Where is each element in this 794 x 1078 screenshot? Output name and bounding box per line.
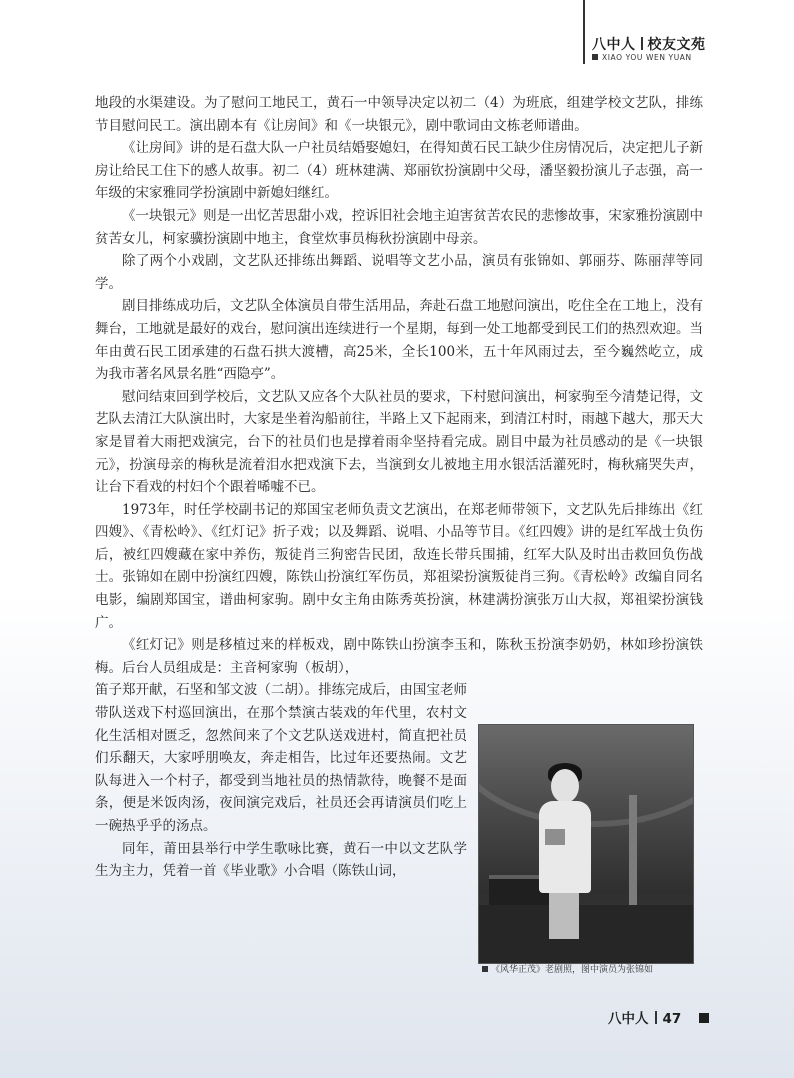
page-number: 47: [662, 1011, 682, 1027]
stage-prop: [629, 795, 637, 915]
square-bullet-icon: [482, 966, 488, 972]
performer-head: [551, 769, 579, 803]
section-title: 八中人: [592, 37, 636, 53]
section-subtitle-en: XIAO YOU WEN YUAN: [602, 53, 692, 62]
article-paragraph: 《红灯记》则是移植过来的样板戏，剧中陈铁山扮演李玉和，陈秋玉扮演李奶奶，林如珍扮演铁梅。后台人员组成是：主音柯家驹（板胡），: [95, 637, 703, 676]
square-bullet-icon: [592, 54, 598, 60]
article-paragraph: 《让房间》讲的是石盘大队一户社员结婚娶媳妇，在得知黄石民工缺少住房情况后，决定把儿子新房让给民工住下的感人故事。初二（4）班林建满、郑丽钦扮演剧中父母，潘坚毅扮演儿子志强，高一年级的宋家雅同学扮演剧中新媳妇继红。: [95, 140, 703, 202]
section-header: [592, 34, 706, 54]
photo-caption-text: 《风华正茂》老剧照，图中演员为张锦如: [491, 965, 654, 975]
stage-floor: [479, 905, 693, 963]
article-paragraph: 笛子郑开献，石坚和邹文波（二胡）。排练完成后，由国宝老师带队送戏下村巡回演出，在那个禁演古装戏的年代里，农村文化生活相对匮乏，忽然间来了个文艺队送戏进村，简直把社员们乐翻天，大家呼朋唤友，奔走相告，比过年还要热闹。文艺队每进入一个村子，都受到当地社员的热情款待，晚餐不是面条，便是米饭肉汤，夜间演完戏后，社员还会再请演员们吃上一碗热乎乎的汤点。: [95, 682, 467, 834]
article-paragraph: 同年，莆田县举行中学生歌咏比赛，黄石一中以文艺队学生为主力，凭着一首《毕业歌》小合唱（陈铁山词，: [95, 840, 467, 880]
performer-legs: [549, 893, 579, 939]
square-end-icon: [699, 1013, 709, 1023]
section-header-en: [592, 53, 692, 62]
article-paragraph: 除了两个小戏剧，文艺队还排练出舞蹈、说唱等文艺小品，演员有张锦如、郭丽芬、陈丽萍等同学。: [95, 253, 703, 292]
performer-body: [539, 801, 591, 893]
header-separator: [641, 37, 643, 50]
header-divider-line: [583, 0, 585, 64]
footer-section-title: 八中人: [608, 1011, 649, 1027]
article-paragraph: 剧目排练成功后，文艺队全体演员自带生活用品，奔赴石盘工地慰问演出，吃住全在工地上，没有舞台，工地就是最好的戏台，慰问演出连续进行一个星期，每到一处工地都受到民工们的热烈欢迎。当年由黄石民工团承建的石盘石拱大渡槽，高25米，全长100米，五十年风雨过去，至今巍然屹立，成为我市著名风景名胜“西隐亭”。: [95, 298, 703, 383]
article-paragraph: 1973年，时任学校副书记的郑国宝老师负责文艺演出，在郑老师带领下，文艺队先后排练出《红四嫂》、《青松岭》、《红灯记》折子戏；以及舞蹈、说唱、小品等节目。《红四嫂》讲的是红军战士负伤后，被红四嫂藏在家中养伤，叛徒肖三狗密告民团，敌连长带兵围捕，红军大队及时出击救回负伤战士。张锦如在剧中扮演红四嫂，陈铁山扮演红军伤员，郑祖梁扮演叛徒肖三狗。《青松岭》改编自同名电影，编剧郑国宝，谱曲柯家驹。剧中女主角由陈秀英扮演，林建满扮演张万山大叔，郑祖梁扮演钱广。: [95, 501, 703, 631]
article-paragraph: 慰问结束回到学校后，文艺队又应各个大队社员的要求，下村慰问演出，柯家驹至今清楚记得，文艺队去清江大队演出时，大家是坐着沟船前往，半路上又下起雨来，到清江村时，雨越下越大，那天大家是冒着大雨把戏演完，台下的社员们也是撑着雨伞坚持看完成。剧目中最为社员感动的是《一块银元》，扮演母亲的梅秋是流着泪水把戏演下去，当演到女儿被地主用水银活活灌死时，梅秋痛哭失声，让台下看戏的村妇个个跟着唏嘘不已。: [95, 388, 703, 496]
performer-book: [545, 829, 565, 845]
section-subtitle: 校友文苑: [647, 37, 706, 53]
article-paragraph: 地段的水渠建设。为了慰问工地民工，黄石一中领导决定以初二（4）为班底，组建学校文艺队，排练节目慰问民工。演出剧本有《让房间》和《一块银元》，剧中歌词由文栋老师谱曲。: [95, 95, 703, 134]
footer-separator: [655, 1011, 657, 1024]
article-paragraph: 《一块银元》则是一出忆苦思甜小戏，控诉旧社会地主迫害贫苦农民的悲惨故事，宋家雅扮演剧中贫苦女儿，柯家骥扮演剧中地主，食堂炊事员梅秋扮演剧中母亲。: [95, 207, 703, 247]
stage-photo: [478, 724, 694, 964]
page-footer: [608, 1007, 709, 1027]
photo-caption: [482, 962, 653, 975]
